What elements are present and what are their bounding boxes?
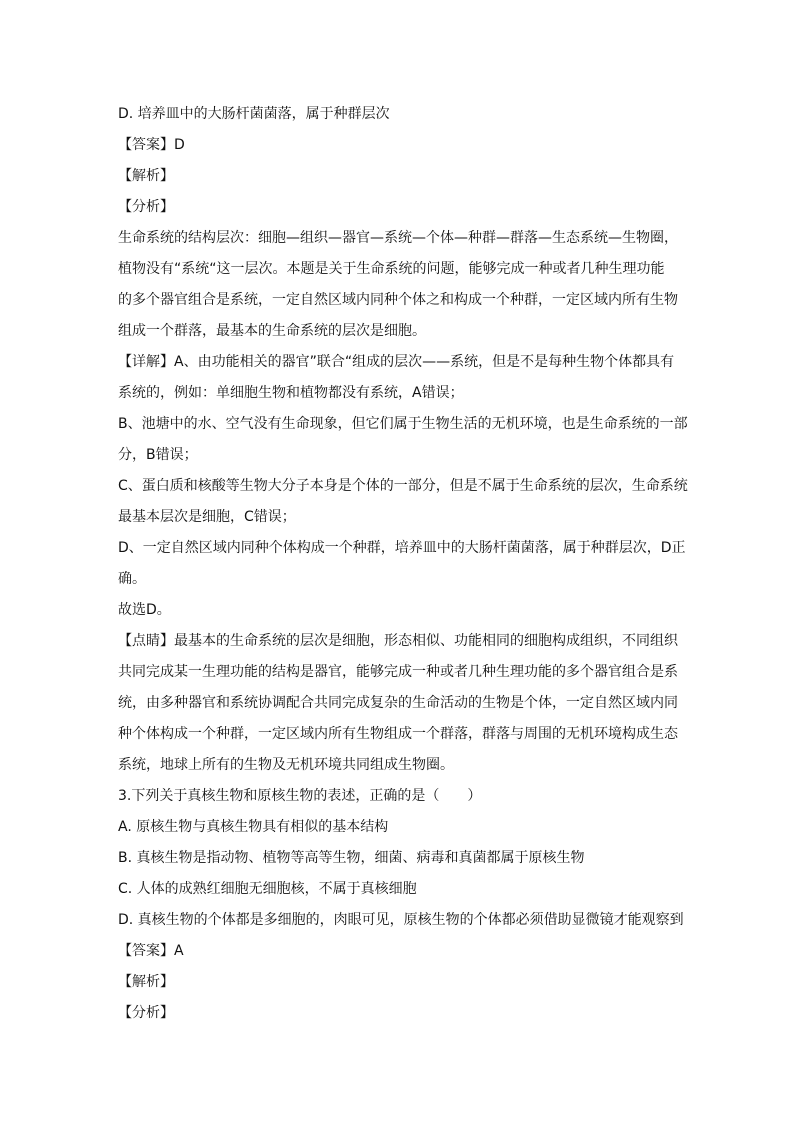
answer-line: 【答案】D [118,137,185,153]
option-d: D. 真核生物的个体都是多细胞的，肉眼可见，原核生物的个体都必须借助显微镜才能观察到 [118,912,684,928]
detail-text-line: 【详解】A、由功能相关的器官”联合“组成的层次——系统，但是不是每种生物个体都具有 [118,354,675,370]
analysis-text-line: 植物没有“系统“这一层次。本题是关于生命系统的问题，能够完成一种或者几种生理功能 [118,261,665,277]
analysis-text-line: 生命系统的结构层次：细胞—组织—器官—系统—个体—种群—群落—生态系统—生物圈， [118,230,678,246]
choice-line: 故选D。 [118,602,171,618]
option-d-previous: D. 培养皿中的大肠杆菌菌落，属于种群层次 [118,106,390,122]
detail-text-line: 确。 [118,571,146,587]
detail-text-line: 最基本层次是细胞，C错误； [118,509,296,525]
comment-text-line: 共同完成某一生理功能的结构是器官，能够完成一种或者几种生理功能的多个器官组合是系 [118,664,678,680]
detail-text-line: D、一定自然区域内同种个体构成一个种群，培养皿中的大肠杆菌菌落，属于种群层次，D正 [118,540,686,556]
detail-text-line: B、池塘中的水、空气没有生命现象，但它们属于生物生活的无机环境，也是生命系统的一部 [118,416,688,432]
comment-text-line: 种个体构成一个种群，一定区域内所有生物组成一个群落，群落与周围的无机环境构成生态 [118,726,678,742]
comment-text-line: 统，由多种器官和系统协调配合共同完成复杂的生命活动的生物是个体，一定自然区域内同 [118,695,678,711]
analysis-subheading: 【分析】 [118,199,174,215]
detail-text-line: C、蛋白质和核酸等生物大分子本身是个体的一部分，但是不属于生命系统的层次，生命系统 [118,478,688,494]
detail-text-line: 系统的，例如：单细胞生物和植物都没有系统，A错误； [118,385,464,401]
analysis-text-line: 的多个器官组合是系统，一定自然区域内同种个体之和构成一个种群，一定区域内所有生物 [118,292,678,308]
option-a: A. 原核生物与真核生物具有相似的基本结构 [118,819,389,835]
comment-text-line: 【点睛】最基本的生命系统的层次是细胞，形态相似、功能相同的细胞构成组织，不同组织 [118,633,678,649]
detail-text-line: 分，B错误； [118,447,198,463]
comment-text-line: 系统，地球上所有的生物及无机环境共同组成生物圈。 [118,757,454,773]
analysis-subheading: 【分析】 [118,1005,174,1021]
option-c: C. 人体的成熟红细胞无细胞核，不属于真核细胞 [118,881,417,897]
option-b: B. 真核生物是指动物、植物等高等生物，细菌、病毒和真菌都属于原核生物 [118,850,585,866]
analysis-text-line: 组成一个群落，最基本的生命系统的层次是细胞。 [118,323,426,339]
answer-line: 【答案】A [118,943,184,959]
analysis-heading: 【解析】 [118,168,174,184]
analysis-heading: 【解析】 [118,974,174,990]
document-body [118,99,688,1029]
question-stem: 3.下列关于真核生物和原核生物的表述，正确的是（ ） [118,788,482,804]
